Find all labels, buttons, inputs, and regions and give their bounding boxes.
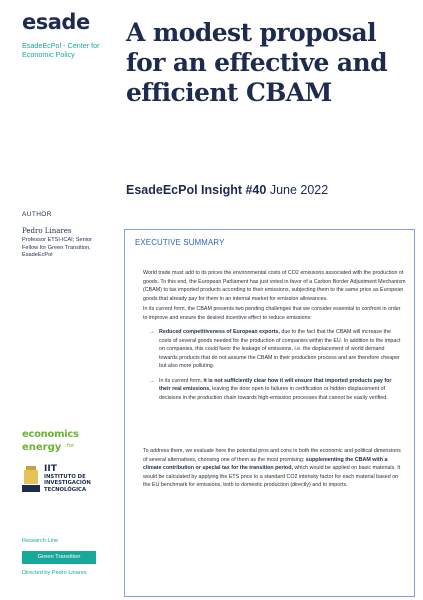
- iit-abbrev: IIT: [44, 464, 57, 474]
- bullet-2-bold: it is not sufficiently clear how it will ensure that imported products pay for their real emissions,: [159, 377, 392, 392]
- paragraph-3-bold: supplementing the CBAM with a climate contribution or special tax for the transition period,: [143, 456, 388, 471]
- author-name: Pedro Linares: [22, 227, 72, 235]
- summary-bullets: [149, 328, 404, 408]
- insight-line: [126, 183, 328, 197]
- summary-paragraph-2: In its current form, the CBAM presents two pending challenges that we consider essential to confront in order to improve and ensure the desired incentive effect to reduce emissions:: [143, 306, 401, 321]
- summary-bullet-2: [149, 377, 404, 403]
- paragraph-3-lead: To address them, we evaluate here the potential pros and cons in both the economic and political dimensions of several alternatives, choosing one of them as the most promising:: [143, 448, 401, 463]
- eco-line2: energy: [22, 442, 62, 453]
- insight-date: June 2022: [269, 183, 329, 197]
- iit-line3: TECNOLÓGICA: [44, 486, 87, 493]
- iit-text: [44, 464, 91, 493]
- sidebar: [0, 0, 112, 600]
- comillas-shield-icon: [22, 466, 40, 492]
- eco-for: for: [66, 443, 75, 449]
- arrow-icon: →: [149, 329, 155, 335]
- eco-line1: economics: [22, 429, 79, 440]
- paragraph-3-text: which would be applied on basic materials. It would be calculated by applying the ETS price to a standard CO2 intensity factor for each material based on the EU benchmark for emissions, both to domestic production (directly) and to imports.: [143, 465, 401, 488]
- author-heading: AUTHOR: [22, 211, 52, 218]
- iit-line1: INSTITUTO DE: [44, 474, 86, 480]
- summary-paragraph-3: [143, 447, 406, 490]
- org-name: EsadeEcPol - Center for Economic Policy: [22, 41, 100, 59]
- iit-line2: INVESTIGACIÓN: [44, 480, 91, 487]
- arrow-icon: →: [149, 377, 155, 384]
- author-role: Professor ETSI-ICAI; Senior Fellow for Green Transition, EsadeEcPol: [22, 237, 92, 259]
- directed-by: Directed by Pedro Linares: [22, 570, 87, 576]
- summary-paragraph-1: World trade must add to its prices the environmental costs of CO2 emissions associated with the production of goods. To this end, the European Parliament has just voted in favor of a Carbon Border Adjustment Mechanism (CBAM) to tax imported products according to their emissions, subjecting them to the same price as European goods that already pay for them in an internal market for emission allowances.: [143, 270, 406, 302]
- iit-logo: [22, 464, 112, 494]
- bullet-1-text: due to the fact that the CBAM will increase the costs of several goods needed for the production of companies within the EU. In addition to the impact on companies, this could favor the leakage of emissions, i.e. the displacement of world demand towards products that do not assume the CBAM in their production process and are therefore cheaper but also more polluting.: [159, 329, 401, 369]
- insight-series: EsadeEcPol Insight #40: [126, 183, 267, 197]
- research-line-label: Research Line: [22, 538, 59, 544]
- bullet-1-bold: Reduced competitiveness of European exports,: [159, 329, 280, 335]
- bullet-2-lead: In its current form,: [159, 377, 204, 384]
- bullet-2-text: leaving the door open to failures in certification or hidden displacement of decisions in the production chain towards high-emission processes that cannot be easily verified.: [159, 386, 388, 401]
- research-line-badge: Green Transition: [22, 551, 96, 564]
- esade-logo: esade: [22, 10, 90, 34]
- economics-for-energy-logo: [22, 430, 112, 453]
- document-title: A modest proposal for an effective and efficient CBAM: [126, 18, 387, 107]
- executive-summary-box: [124, 229, 415, 597]
- executive-summary-heading: EXECUTIVE SUMMARY: [135, 238, 225, 247]
- summary-bullet-1: [149, 328, 404, 371]
